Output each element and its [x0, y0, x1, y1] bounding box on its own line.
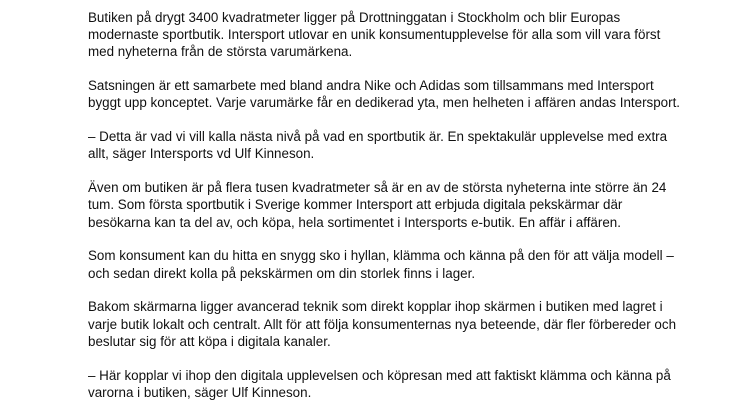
article-body — [88, 9, 688, 418]
paragraph-3-quote: – Detta är vad vi vill kalla nästa nivå på vad en sportbutik är. En spektakulär upplevelse med extra allt, säger Intersports vd Ulf Kinneson. — [88, 129, 668, 162]
paragraph-5: Som konsument kan du hitta en snygg sko i hyllan, klämma och känna på den för att välja modell – och sedan direkt kolla på pekskärmen om din storlek finns i lager. — [88, 248, 674, 281]
paragraph-1: Butiken på drygt 3400 kvadratmeter ligger på Drottninggatan i Stockholm och blir Europas modernaste sportbutik. Intersport utlovar en unik konsumentupplevelse för alla som vill vara först med nyheterna från de största varumärkena. — [88, 10, 661, 60]
paragraph-7-quote: – Här kopplar vi ihop den digitala upplevelsen och köpresan med att faktiskt klämma och känna på varorna i butiken, säger Ulf Kinneson. — [88, 367, 671, 400]
paragraph-6: Bakom skärmarna ligger avancerad teknik som direkt kopplar ihop skärmen i butiken med lagret i varje butik lokalt och centralt. Allt för att följa konsumenternas nya beteende, där fler förbereder och beslutar sig för att köpa i digitala kanaler. — [88, 299, 677, 349]
paragraph-2: Satsningen är ett samarbete med bland andra Nike och Adidas som tillsammans med Intersport byggt upp konceptet. Varje varumärke får en dedikerad yta, men helheten i affären andas Intersport. — [88, 78, 681, 111]
paragraph-4: Även om butiken är på flera tusen kvadratmeter så är en av de största nyheterna inte större än 24 tum. Som första sportbutik i Sverige kommer Intersport att erbjuda digitala pekskärmar där besökarna kan ta del av, och köpa, hela sortimentet i Intersports e-butik. En affär i affären. — [88, 180, 667, 230]
